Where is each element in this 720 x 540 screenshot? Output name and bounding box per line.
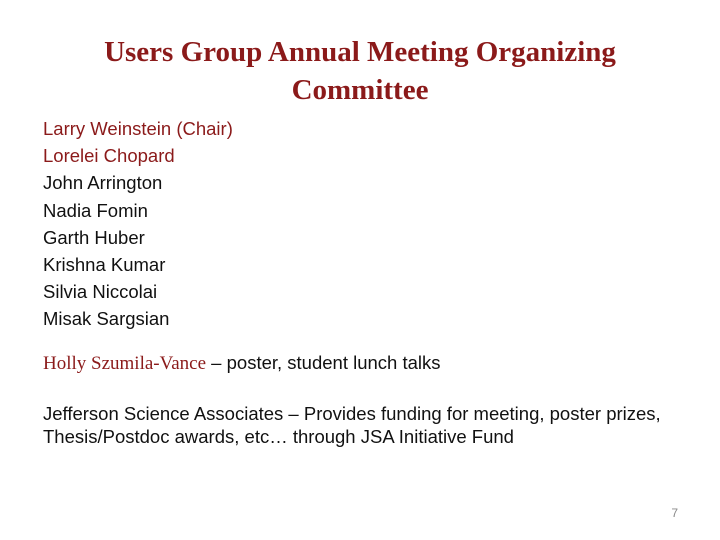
committee-member: Misak Sargsian [43,308,170,330]
committee-member: Lorelei Chopard [43,145,175,167]
support-line [43,349,441,377]
committee-member: Garth Huber [43,226,145,248]
committee-member: Krishna Kumar [43,254,166,276]
committee-member-chair: Larry Weinstein (Chair) [43,118,233,139]
slide-title: Users Group Annual Meeting Organizing Committee [104,36,616,106]
committee-member: Nadia Fomin [43,199,148,221]
support-person-name: Holly Szumila-Vance [43,353,207,374]
support-person-role: – poster, student lunch talks [206,352,441,373]
page-number: 7 [671,506,678,520]
committee-member-list [43,115,233,333]
committee-member: Silvia Niccolai [43,281,158,303]
committee-member: John Arrington [43,172,163,194]
funding-note: Jefferson Science Associates – Provides funding for meeting, poster prizes, Thesis/Postdoc awards, etc… through JSA Initiative Fund [43,403,661,447]
